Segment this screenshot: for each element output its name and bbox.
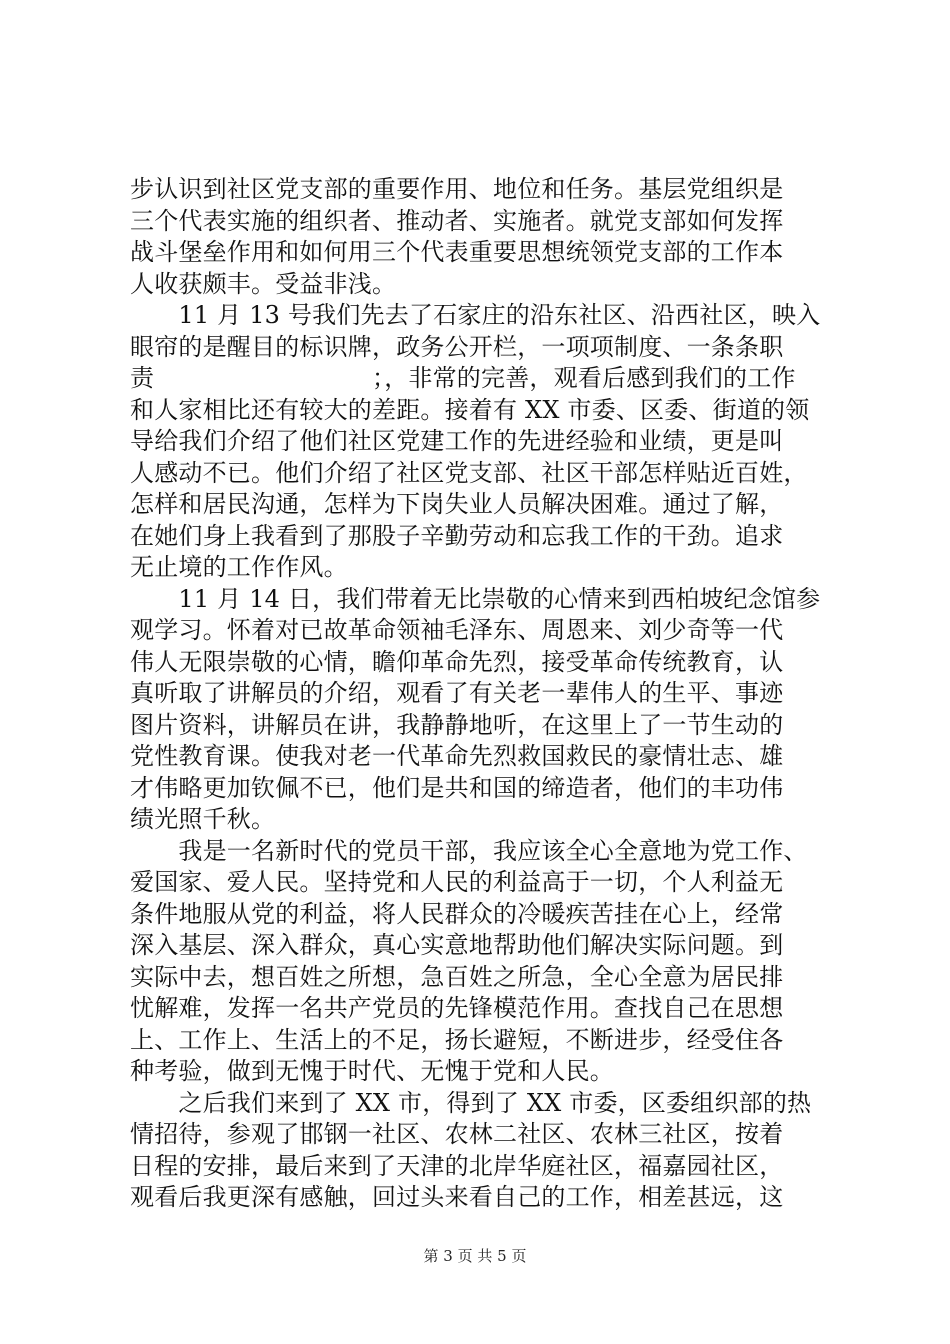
text-line: 忧解难，发挥一名共产党员的先锋模范作用。查找自己在思想 <box>130 994 784 1022</box>
text-line: 日程的安排，最后来到了天津的北岸华庭社区，福嘉园社区， <box>130 1151 784 1180</box>
text-line: 深入基层、深入群众，真心实意地帮助他们解决实际问题。到 <box>130 931 784 959</box>
text-line: 战斗堡垒作用和如何用三个代表重要思想统领党支部的工作本 <box>130 238 784 266</box>
text-line: 眼帘的是醒目的标识牌，政务公开栏，一项项制度、一条条职 <box>130 332 784 361</box>
text-line: 伟人无限崇敬的心情，瞻仰革命先烈，接受革命传统教育，认 <box>130 647 784 676</box>
text-line: 才伟略更加钦佩不已，他们是共和国的缔造者，他们的丰功伟 <box>130 773 784 802</box>
text-line: 责 ；，非常的完善，观看后感到我们的工作 <box>130 364 796 392</box>
text-line: 之后我们来到了 XX 市，得到了 XX 市委，区委组织部的热 <box>130 1088 812 1117</box>
text-line: 步认识到社区党支部的重要作用、地位和任务。基层党组织是 <box>130 175 784 203</box>
text-line: 上、工作上、生活上的不足，扬长避短，不断进步，经受住各 <box>130 1025 784 1054</box>
text-line: 11 月 13 号我们先去了石家庄的沿东社区、沿西社区，映入 <box>130 301 821 329</box>
text-line: 人感动不已。他们介绍了社区党支部、社区干部怎样贴近百姓， <box>130 458 808 487</box>
text-line: 11 月 14 日，我们带着无比崇敬的心情来到西柏坡纪念馆参 <box>130 584 821 613</box>
text-line: 真听取了讲解员的介绍，观看了有关老一辈伟人的生平、事迹 <box>130 679 784 707</box>
text-line: 观学习。怀着对已故革命领袖毛泽东、周恩来、刘少奇等一代 <box>130 616 784 644</box>
text-line: 导给我们介绍了他们社区党建工作的先进经验和业绩，更是叫 <box>130 427 784 455</box>
text-line: 我是一名新时代的党员干部，我应该全心全意地为党工作、 <box>130 836 808 865</box>
text-line: 在她们身上我看到了那股子辛勤劳动和忘我工作的干劲。追求 <box>130 521 784 550</box>
text-line: 绩光照千秋。 <box>130 805 276 833</box>
text-line: 三个代表实施的组织者、推动者、实施者。就党支部如何发挥 <box>130 206 784 235</box>
text-line: 情招待，参观了邯钢一社区、农林二社区、农林三社区，按着 <box>130 1120 784 1148</box>
text-line: 人收获颇丰。受益非浅。 <box>130 269 397 298</box>
page-number-footer: 第 3 页 共 5 页 <box>423 1247 527 1265</box>
text-line: 实际中去，想百姓之所想，急百姓之所急，全心全意为居民排 <box>130 962 784 991</box>
text-line: 种考验，做到无愧于时代、无愧于党和人民。 <box>130 1057 614 1085</box>
text-line: 图片资料，讲解员在讲，我静静地听，在这里上了一节生动的 <box>130 710 784 739</box>
document-body <box>130 174 830 1214</box>
text-line: 怎样和居民沟通，怎样为下岗失业人员解决困难。通过了解， <box>130 490 784 518</box>
text-line: 无止境的工作作风。 <box>130 553 348 581</box>
text-line: 和人家相比还有较大的差距。接着有 XX 市委、区委、街道的领 <box>130 395 810 424</box>
text-line: 条件地服从党的利益，将人民群众的冷暖疾苦挂在心上，经常 <box>130 899 784 928</box>
text-line: 党性教育课。使我对老一代革命先烈救国救民的豪情壮志、雄 <box>130 742 784 770</box>
text-line: 观看后我更深有感触，回过头来看自己的工作，相差甚远，这 <box>130 1183 784 1211</box>
text-line: 爱国家、爱人民。坚持党和人民的利益高于一切，个人利益无 <box>130 868 784 896</box>
